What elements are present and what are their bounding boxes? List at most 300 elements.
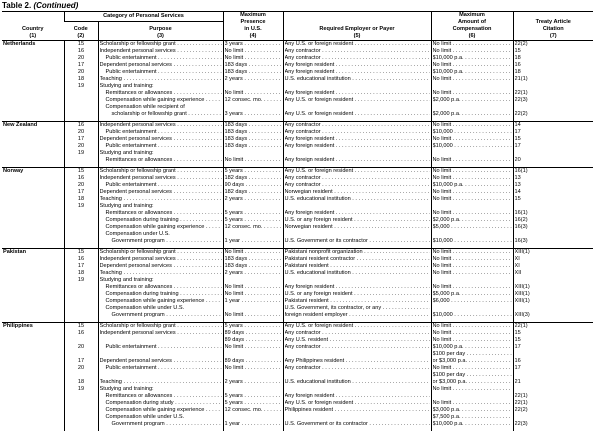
- header-country: Country (1): [2, 12, 64, 41]
- compensation-cell-line: $10,000 p.a. . . .: [433, 344, 512, 351]
- presence-cell-line: 2 years . . .: [225, 76, 282, 83]
- header-compensation: Maximum Amount of Compensation (6): [431, 12, 513, 41]
- code-cell-line: [66, 414, 97, 421]
- purpose-cell-line: Scholarship or fellowship grant . . .: [100, 249, 222, 256]
- compensation-cell-line: [433, 203, 512, 210]
- compensation-cell-line: [433, 393, 512, 400]
- table-body: [2, 41, 593, 432]
- code-cell-line: 16: [77, 175, 85, 181]
- treaty-cell: [513, 323, 593, 429]
- header-category-group: Category of Personal Services: [64, 12, 223, 22]
- purpose-cell-line: [100, 372, 222, 379]
- compensation-cell-line: [433, 305, 512, 312]
- compensation-cell-line: [433, 104, 512, 111]
- purpose-cell-line: Studying and training:: [99, 277, 154, 283]
- compensation-cell-line: $10,000 . . .: [433, 238, 512, 245]
- purpose-cell-line: [100, 351, 222, 358]
- code-cell-line: 15: [77, 249, 85, 255]
- purpose-cell-line: Independent personal services . . .: [100, 330, 222, 337]
- employer-cell-line: Any contractor . . .: [285, 365, 430, 372]
- presence-cell-line: 183 days . . .: [225, 256, 282, 263]
- purpose-cell-line: Remittances or allowances . . .: [100, 284, 222, 291]
- presence-cell-line: [225, 277, 282, 284]
- country-cell: Pakistan: [2, 249, 64, 320]
- employer-cell-line: foreign resident employer . . .: [285, 312, 430, 319]
- purpose-cell-line: Public entertainment . . .: [100, 143, 222, 150]
- compensation-cell-line: $2,000 p.a. . . .: [433, 217, 512, 224]
- presence-cell-line: 12 consec. mo. . . .: [225, 97, 282, 104]
- employer-cell-line: Pakistani resident contractor . . .: [285, 256, 430, 263]
- compensation-cell-line: $100 per day . . .: [433, 351, 512, 358]
- compensation-cell-line: No limit . . .: [433, 400, 512, 407]
- purpose-cell-line: Remittances or allowances . . .: [100, 210, 222, 217]
- purpose-cell-line: Compensation while gaining experience . . .: [100, 407, 222, 414]
- purpose-cell-line: Independent personal services . . .: [100, 122, 222, 129]
- treaty-cell-line: [515, 231, 593, 238]
- purpose-cell-line: Government program . . .: [100, 238, 222, 245]
- code-cell-line: 20: [77, 55, 85, 61]
- presence-cell-line: 183 days . . .: [225, 129, 282, 136]
- employer-cell-line: Any contractor . . .: [285, 175, 430, 182]
- compensation-cell-line: No limit . . .: [433, 136, 512, 143]
- purpose-cell-line: Compensation during training . . .: [100, 291, 222, 298]
- employer-cell-line: Any U.S. or foreign resident . . .: [285, 97, 430, 104]
- compensation-cell-line: No limit . . .: [433, 76, 512, 83]
- purpose-cell: [98, 323, 223, 429]
- compensation-cell-line: No limit . . .: [433, 365, 512, 372]
- employer-cell-line: [285, 277, 430, 284]
- country-cell: Philippines: [2, 323, 64, 429]
- presence-cell-line: No limit . . .: [225, 55, 282, 62]
- code-cell-line: 18: [77, 76, 85, 82]
- presence-cell-line: 183 days . . .: [225, 143, 282, 150]
- treaty-cell: [513, 122, 593, 165]
- employer-cell-line: Pakistani resident . . .: [285, 298, 430, 305]
- employer-cell-line: Pakistani resident . . .: [285, 263, 430, 270]
- employer-cell-line: [285, 351, 430, 358]
- purpose-cell-line: Compensation during study . . .: [100, 400, 222, 407]
- code-cell-line: [66, 312, 97, 319]
- treaty-cell-line: XIII(3): [514, 312, 530, 318]
- code-cell-line: 17: [77, 189, 85, 195]
- treaty-cell-line: 15: [514, 337, 521, 343]
- employer-cell-line: U.S. educational institution . . .: [285, 379, 430, 386]
- employer-cell-line: Norwegian resident . . .: [285, 189, 430, 196]
- presence-cell-line: 5 years . . .: [225, 217, 282, 224]
- code-cell-line: [66, 351, 97, 358]
- compensation-cell-line: No limit . . .: [433, 62, 512, 69]
- treaty-cell-line: XIII(1): [514, 249, 530, 255]
- presence-cell-line: No limit . . .: [225, 249, 282, 256]
- presence-cell: [223, 41, 283, 119]
- treaty-cell-line: 15: [514, 136, 521, 142]
- compensation-cell-line: No limit . . .: [433, 48, 512, 55]
- compensation-cell-line: $3,000 p.a. . . .: [433, 407, 512, 414]
- treaty-cell-line: 14: [514, 189, 521, 195]
- presence-cell-line: 1 year . . .: [225, 298, 282, 305]
- compensation-cell-line: No limit . . .: [433, 41, 512, 48]
- purpose-cell-line: Compensation while gaining experience . . .: [100, 298, 222, 305]
- treaty-cell-line: 15: [514, 330, 521, 336]
- table-row: [2, 323, 593, 429]
- presence-cell: [223, 249, 283, 320]
- table-row: [2, 249, 593, 320]
- employer-cell-line: [285, 386, 430, 393]
- employer-cell-line: Any U.S. or foreign resident . . .: [285, 41, 430, 48]
- treaty-cell-line: 21: [514, 379, 521, 385]
- treaty-cell-line: 18: [514, 69, 521, 75]
- presence-cell-line: 2 years . . .: [225, 270, 282, 277]
- treaty-cell-line: 22(1): [514, 400, 528, 406]
- treaty-cell-line: 17: [514, 143, 521, 149]
- code-cell-line: 19: [77, 386, 85, 392]
- purpose-cell-line: Public entertainment . . .: [100, 344, 222, 351]
- compensation-cell: [431, 41, 513, 119]
- purpose-cell-line: Remittances or allowances . . .: [100, 157, 222, 164]
- treaty-cell-line: 16(1): [514, 210, 528, 216]
- table-title-suffix: (Continued): [33, 1, 79, 10]
- code-cell-line: [66, 372, 97, 379]
- compensation-cell-line: No limit . . .: [433, 90, 512, 97]
- compensation-cell-line: No limit . . .: [433, 330, 512, 337]
- employer-cell-line: Any foreign resident . . .: [285, 284, 430, 291]
- compensation-cell-line: or $3,000 p.a. . . .: [433, 379, 512, 386]
- employer-cell-line: Any U.S. or foreign resident . . .: [285, 168, 430, 175]
- compensation-cell-line: $10,000 . . .: [433, 129, 512, 136]
- presence-cell: [223, 323, 283, 429]
- treaty-cell-line: [515, 83, 593, 90]
- presence-cell-line: 5 years . . .: [225, 210, 282, 217]
- presence-cell-line: 1 year . . .: [225, 421, 282, 428]
- compensation-cell-line: No limit . . .: [433, 337, 512, 344]
- presence-cell-line: 183 days . . .: [225, 136, 282, 143]
- compensation-cell-line: $2,000 p.a. . . .: [433, 111, 512, 118]
- presence-cell-line: 12 consec. mo. . . .: [225, 407, 282, 414]
- treaty-cell-line: 18: [514, 55, 521, 61]
- header-code: Code (2): [64, 21, 98, 40]
- compensation-cell-line: No limit . . .: [433, 263, 512, 270]
- treaty-cell-line: XI: [514, 256, 520, 262]
- code-cell-line: 18: [77, 379, 85, 385]
- compensation-cell-line: $10,000 p.a. . . .: [433, 182, 512, 189]
- code-cell-line: 17: [77, 358, 85, 364]
- presence-cell-line: 12 consec. mo. . . .: [225, 224, 282, 231]
- treaty-cell-line: 15: [514, 196, 521, 202]
- treaty-cell-line: 17: [514, 344, 521, 350]
- code-cell-line: 16: [77, 330, 85, 336]
- purpose-cell-line: Independent personal services . . .: [100, 256, 222, 263]
- purpose-cell-line: Public entertainment . . .: [100, 182, 222, 189]
- presence-cell-line: 5 years . . .: [225, 400, 282, 407]
- presence-cell-line: 1 year . . .: [225, 238, 282, 245]
- employer-cell-line: Any contractor . . .: [285, 129, 430, 136]
- code-cell: [64, 41, 98, 119]
- compensation-cell-line: $10,000 p.a. . . .: [433, 55, 512, 62]
- employer-cell-line: U.S. educational institution . . .: [285, 196, 430, 203]
- code-cell-line: 15: [77, 168, 85, 174]
- presence-cell-line: No limit . . .: [225, 284, 282, 291]
- purpose-cell-line: Remittances or allowances . . .: [100, 393, 222, 400]
- presence-cell-line: 90 days . . .: [225, 182, 282, 189]
- treaty-cell-line: 17: [514, 365, 521, 371]
- treaty-cell: [513, 41, 593, 119]
- code-cell-line: 15: [77, 323, 85, 329]
- compensation-cell-line: [433, 83, 512, 90]
- table-row: [2, 122, 593, 165]
- presence-cell-line: [225, 231, 282, 238]
- table-title-prefix: Table 2.: [2, 1, 32, 10]
- presence-cell-line: 182 days . . .: [225, 175, 282, 182]
- employer-cell-line: Any contractor . . .: [285, 330, 430, 337]
- purpose-cell-line: Dependent personal services . . .: [100, 263, 222, 270]
- treaty-cell-line: XII: [514, 270, 522, 276]
- presence-cell-line: 183 days . . .: [225, 62, 282, 69]
- compensation-cell-line: $5,000 p.a. . . .: [433, 291, 512, 298]
- compensation-cell-line: $5,000 . . .: [433, 224, 512, 231]
- treaty-cell-line: 22(1): [514, 323, 528, 329]
- compensation-cell-line: $10,000 . . .: [433, 312, 512, 319]
- code-cell-line: [66, 238, 97, 245]
- treaty-cell-line: 15: [514, 48, 521, 54]
- purpose-cell-line: Public entertainment . . .: [100, 129, 222, 136]
- compensation-cell-line: No limit . . .: [433, 157, 512, 164]
- code-cell-line: 17: [77, 136, 85, 142]
- code-cell: [64, 122, 98, 165]
- purpose-cell-line: Teaching . . .: [100, 76, 222, 83]
- purpose-cell: [98, 122, 223, 165]
- compensation-cell-line: $10,000 p.a. . . .: [433, 421, 512, 428]
- purpose-cell-line: Scholarship or fellowship grant . . .: [100, 41, 222, 48]
- code-cell: [64, 168, 98, 246]
- treaty-cell-line: [515, 277, 593, 284]
- purpose-cell-line: Compensation while under U.S.: [105, 414, 185, 420]
- purpose-cell-line: Independent personal services . . .: [100, 175, 222, 182]
- code-cell-line: 16: [77, 256, 85, 262]
- code-cell-line: [66, 393, 97, 400]
- employer-cell-line: Any U.S. resident . . .: [285, 337, 430, 344]
- purpose-cell-line: Compensation while under U.S.: [105, 305, 185, 311]
- code-cell-line: 16: [77, 48, 85, 54]
- table-title: [2, 1, 78, 10]
- treaty-table: [2, 11, 593, 431]
- presence-cell: [223, 122, 283, 165]
- compensation-cell-line: [433, 231, 512, 238]
- code-cell-line: [66, 217, 97, 224]
- employer-cell: [283, 122, 431, 165]
- purpose-cell-line: Teaching . . .: [100, 379, 222, 386]
- presence-cell-line: 2 years . . .: [225, 196, 282, 203]
- code-cell-line: 20: [77, 365, 85, 371]
- treaty-cell-line: 22(2): [514, 111, 528, 117]
- presence-cell-line: 183 days . . .: [225, 69, 282, 76]
- purpose-cell-line: Compensation during training . . .: [100, 217, 222, 224]
- employer-cell-line: U.S. Government or its contractor . . .: [285, 421, 430, 428]
- presence-cell-line: [225, 351, 282, 358]
- code-cell-line: [66, 298, 97, 305]
- treaty-cell-line: 22(3): [514, 421, 528, 427]
- code-cell-line: 20: [77, 143, 85, 149]
- compensation-cell-line: $7,500 p.a. . . .: [433, 414, 512, 421]
- employer-cell-line: Any foreign resident . . .: [285, 393, 430, 400]
- treaty-cell-line: [515, 305, 593, 312]
- presence-cell-line: 5 years . . .: [225, 323, 282, 330]
- presence-cell-line: 183 days . . .: [225, 263, 282, 270]
- purpose-cell-line: Studying and training:: [99, 150, 154, 156]
- employer-cell-line: Any contractor . . .: [285, 55, 430, 62]
- presence-cell-line: No limit . . .: [225, 90, 282, 97]
- code-cell-line: [66, 90, 97, 97]
- treaty-cell-line: 16(2): [514, 217, 528, 223]
- code-cell-line: 19: [77, 83, 85, 89]
- employer-cell-line: Any U.S. or foreign resident . . .: [285, 400, 430, 407]
- code-cell-line: [66, 104, 97, 111]
- presence-cell-line: 5 years . . .: [225, 393, 282, 400]
- table-row: [2, 41, 593, 119]
- treaty-cell: [513, 249, 593, 320]
- purpose-cell-line: Studying and training:: [99, 83, 154, 89]
- compensation-cell-line: No limit . . .: [433, 284, 512, 291]
- presence-cell-line: No limit . . .: [225, 48, 282, 55]
- employer-cell-line: U.S. Government or its contractor . . .: [285, 238, 430, 245]
- employer-cell-line: Philippines resident . . .: [285, 407, 430, 414]
- code-cell-line: [66, 157, 97, 164]
- presence-cell-line: 182 days . . .: [225, 189, 282, 196]
- purpose-cell-line: Teaching . . .: [100, 196, 222, 203]
- code-cell: [64, 249, 98, 320]
- presence-cell-line: 89 days . . .: [225, 358, 282, 365]
- purpose-cell-line: Independent personal services . . .: [100, 48, 222, 55]
- code-cell-line: [66, 305, 97, 312]
- presence-cell-line: [225, 104, 282, 111]
- treaty-cell-line: 17: [514, 129, 521, 135]
- presence-cell-line: 89 days . . .: [225, 337, 282, 344]
- code-cell-line: [66, 210, 97, 217]
- employer-cell: [283, 323, 431, 429]
- code-cell-line: 15: [77, 41, 85, 47]
- treaty-cell-line: 16: [514, 62, 521, 68]
- compensation-cell-line: No limit . . .: [433, 270, 512, 277]
- treaty-cell: [513, 168, 593, 246]
- code-cell-line: 18: [77, 270, 85, 276]
- compensation-cell-line: $2,000 p.a. . . .: [433, 97, 512, 104]
- treaty-cell-line: 16(3): [514, 238, 528, 244]
- country-cell: New Zealand: [2, 122, 64, 165]
- purpose-cell-line: Dependent personal services . . .: [100, 358, 222, 365]
- compensation-cell-line: No limit . . .: [433, 175, 512, 182]
- compensation-cell-line: No limit . . .: [433, 168, 512, 175]
- treaty-cell-line: 22(1): [514, 90, 528, 96]
- compensation-cell-line: No limit . . .: [433, 189, 512, 196]
- purpose-cell-line: Dependent personal services . . .: [100, 62, 222, 69]
- presence-cell-line: 5 years . . .: [225, 168, 282, 175]
- presence-cell-line: No limit . . .: [225, 157, 282, 164]
- compensation-cell-line: No limit . . .: [433, 256, 512, 263]
- compensation-cell-line: [433, 150, 512, 157]
- compensation-cell-line: $6,000 . . .: [433, 298, 512, 305]
- presence-cell-line: [225, 150, 282, 157]
- presence-cell-line: 3 years . . .: [225, 41, 282, 48]
- purpose-cell-line: Public entertainment . . .: [100, 365, 222, 372]
- code-cell-line: [66, 224, 97, 231]
- purpose-cell-line: Studying and training:: [99, 203, 154, 209]
- compensation-cell-line: or $3,000 p.a. . . .: [433, 358, 512, 365]
- purpose-cell-line: Dependent personal services . . .: [100, 189, 222, 196]
- code-cell-line: 20: [77, 182, 85, 188]
- compensation-cell-line: $10,000 . . .: [433, 143, 512, 150]
- code-cell-line: 20: [77, 69, 85, 75]
- employer-cell-line: U.S. educational institution . . .: [285, 270, 430, 277]
- employer-cell-line: Any foreign resident . . .: [285, 69, 430, 76]
- presence-cell-line: No limit . . .: [225, 365, 282, 372]
- code-cell-line: [66, 400, 97, 407]
- purpose-cell-line: Remittances or allowances . . .: [100, 90, 222, 97]
- purpose-cell-line: Public entertainment . . .: [100, 69, 222, 76]
- purpose-cell-line: Teaching . . .: [100, 270, 222, 277]
- treaty-cell-line: XIII(1): [514, 291, 530, 297]
- purpose-cell-line: Dependent personal services . . .: [100, 136, 222, 143]
- treaty-cell-line: [515, 351, 593, 358]
- compensation-cell-line: No limit . . .: [433, 323, 512, 330]
- treaty-cell-line: 16(1): [514, 168, 528, 174]
- purpose-cell-line: Scholarship or fellowship grant . . .: [100, 168, 222, 175]
- purpose-cell: [98, 41, 223, 119]
- treaty-cell-line: XI: [514, 263, 520, 269]
- employer-cell-line: [285, 414, 430, 421]
- code-cell-line: 16: [77, 122, 85, 128]
- employer-cell-line: Pakistani nonprofit organization . . .: [285, 249, 430, 256]
- header-presence: Maximum Presence in U.S. (4): [223, 12, 283, 41]
- presence-cell-line: No limit . . .: [225, 312, 282, 319]
- purpose-cell: [98, 249, 223, 320]
- employer-cell-line: Any foreign resident . . .: [285, 157, 430, 164]
- compensation-cell-line: $10,000 p.a. . . .: [433, 69, 512, 76]
- code-cell-line: 19: [77, 277, 85, 283]
- employer-cell-line: [285, 372, 430, 379]
- code-cell-line: 19: [77, 150, 85, 156]
- presence-cell: [223, 168, 283, 246]
- purpose-cell-line: Studying and training:: [99, 386, 154, 392]
- code-cell-line: 18: [77, 196, 85, 202]
- purpose-cell-line: Compensation under U.S.: [105, 231, 170, 237]
- employer-cell: [283, 41, 431, 119]
- treaty-cell-line: 16: [514, 358, 521, 364]
- compensation-cell: [431, 168, 513, 246]
- header-treaty: Treaty Article Citation (7): [513, 12, 593, 41]
- code-cell-line: [66, 97, 97, 104]
- compensation-cell-line: No limit . . .: [433, 210, 512, 217]
- presence-cell-line: [225, 386, 282, 393]
- country-cell: Norway: [2, 168, 64, 246]
- treaty-cell-line: 13: [514, 175, 521, 181]
- treaty-cell-line: 21(1): [514, 76, 528, 82]
- compensation-cell-line: No limit . . .: [433, 249, 512, 256]
- table-row: [2, 168, 593, 246]
- employer-cell: [283, 249, 431, 320]
- compensation-cell-line: No limit . . .: [433, 386, 512, 393]
- employer-cell-line: Any contractor . . .: [285, 122, 430, 129]
- compensation-cell-line: No limit . . .: [433, 196, 512, 203]
- presence-cell-line: [225, 305, 282, 312]
- employer-cell-line: U.S. educational institution . . .: [285, 76, 430, 83]
- header-employer: Required Employer or Payer (5): [283, 12, 431, 41]
- treaty-cell-line: [515, 203, 593, 210]
- code-cell-line: [66, 291, 97, 298]
- treaty-cell-line: 22(1): [514, 393, 528, 399]
- employer-cell: [283, 168, 431, 246]
- code-cell-line: [66, 407, 97, 414]
- presence-cell-line: 3 years . . .: [225, 111, 282, 118]
- employer-cell-line: Any contractor . . .: [285, 344, 430, 351]
